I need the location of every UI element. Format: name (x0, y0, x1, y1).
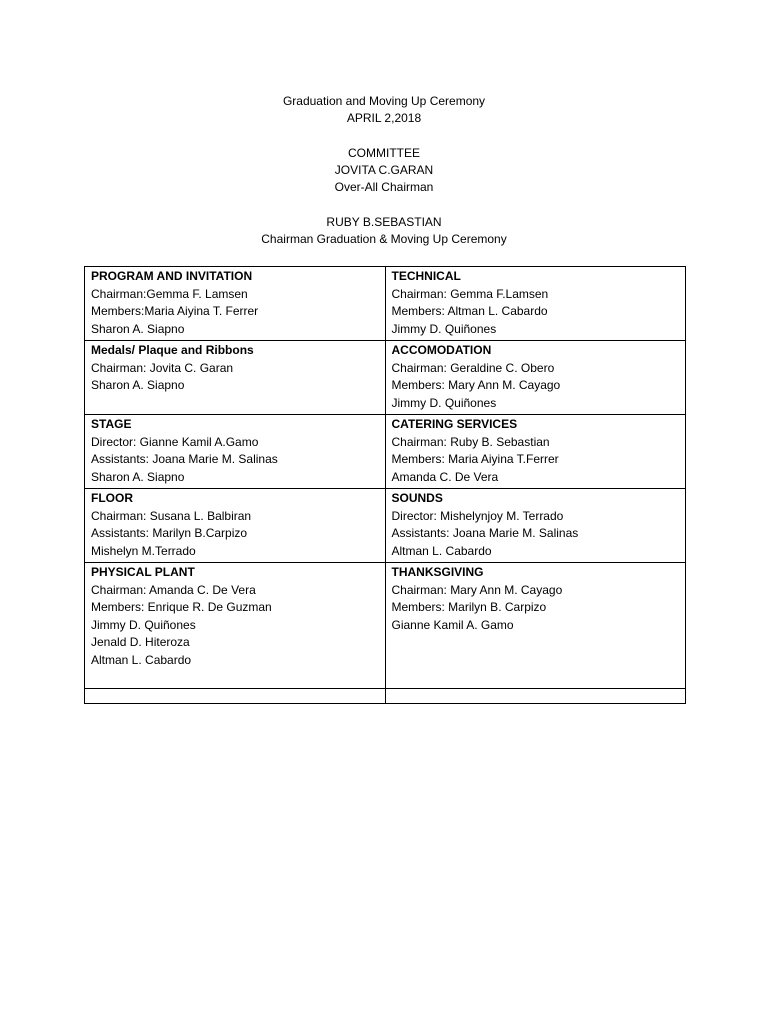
committee-member-line: Amanda C. De Vera (391, 469, 499, 484)
empty-row (85, 689, 686, 704)
committee-title: STAGE (91, 417, 132, 431)
committee-member-line: Jimmy D. Quiñones (91, 617, 196, 632)
committee-member-line: Assistants: Joana Marie M. Salinas (91, 452, 278, 466)
committee-cell-program-and-invitation (85, 267, 386, 341)
committee-row (85, 489, 686, 563)
committee-cell-technical (385, 267, 686, 341)
committee-row (85, 415, 686, 489)
committee-title: PROGRAM AND INVITATION (91, 269, 253, 283)
graduation-chair-header (0, 214, 768, 248)
committee-member-line: Altman L. Cabardo (91, 652, 192, 667)
committee-member-line: Gianne Kamil A. Gamo (391, 617, 514, 632)
committee-title: ACCOMODATION (391, 343, 492, 357)
committee-title: SOUNDS (391, 491, 443, 505)
empty-cell (85, 689, 386, 704)
committee-title: PHYSICAL PLANT (91, 565, 195, 579)
committee-member-line: Mishelyn M.Terrado (91, 543, 196, 558)
committee-member-line: Assistants: Joana Marie M. Salinas (391, 526, 579, 540)
committee-member-line: Chairman: Gemma F.Lamsen (391, 286, 549, 301)
event-title: Graduation and Moving Up Ceremony (282, 94, 486, 108)
committee-cell-accomodation (385, 341, 686, 415)
committee-title: Medals/ Plaque and Ribbons (91, 343, 254, 357)
graduation-chair-role: Chairman Graduation & Moving Up Ceremony (261, 232, 507, 246)
committee-title: TECHNICAL (391, 269, 461, 283)
committee-cell-catering-services (385, 415, 686, 489)
committee-member-line: Members: Enrique R. De Guzman (91, 600, 272, 614)
committee-title: THANKSGIVING (391, 565, 484, 579)
committee-member-line: Members: Maria Aiyina T.Ferrer (391, 452, 559, 466)
event-header (0, 93, 768, 127)
committee-member-line: Members: Altman L. Cabardo (391, 304, 548, 318)
overall-chair-name: JOVITA C.GARAN (334, 163, 434, 177)
committee-row (85, 341, 686, 415)
committee-member-line: Director: Gianne Kamil A.Gamo (91, 434, 259, 449)
committee-member-line: Altman L. Cabardo (391, 543, 492, 558)
committee-member-line: Chairman: Jovita C. Garan (91, 360, 234, 375)
committee-member-line: Jimmy D. Quiñones (391, 321, 497, 336)
committee-member-line: Chairman: Susana L. Balbiran (91, 508, 252, 523)
committee-table (84, 266, 686, 704)
committee-cell-stage (85, 415, 386, 489)
committee-cell-thanksgiving (385, 563, 686, 689)
committee-member-line: Chairman: Ruby B. Sebastian (391, 434, 550, 449)
committee-row (85, 267, 686, 341)
committee-label: COMMITTEE (348, 146, 420, 160)
committee-member-line: Sharon A. Siapno (91, 469, 185, 484)
committee-member-line: Chairman: Mary Ann M. Cayago (391, 582, 563, 597)
committee-header (0, 145, 768, 196)
committee-cell-sounds (385, 489, 686, 563)
empty-cell (385, 689, 686, 704)
committee-title: FLOOR (91, 491, 133, 505)
committee-cell-floor (85, 489, 386, 563)
committee-row (85, 563, 686, 689)
committee-member-line: Assistants: Marilyn B.Carpizo (91, 526, 248, 540)
event-date: APRIL 2,2018 (346, 111, 422, 125)
committee-member-line: Director: Mishelynjoy M. Terrado (391, 508, 564, 523)
committee-table-body (85, 267, 686, 704)
committee-member-line: Members:Maria Aiyina T. Ferrer (91, 304, 259, 318)
committee-member-line: Jimmy D. Quiñones (391, 395, 497, 410)
committee-member-line: Jenald D. Hiteroza (91, 635, 190, 649)
overall-chair-role: Over-All Chairman (334, 180, 434, 194)
committee-member-line: Chairman: Geraldine C. Obero (391, 360, 555, 375)
committee-member-line: Members: Marilyn B. Carpizo (391, 600, 547, 614)
graduation-chair-name: RUBY B.SEBASTIAN (326, 215, 442, 229)
committee-member-line: Chairman:Gemma F. Lamsen (91, 286, 248, 301)
committee-member-line: Sharon A. Siapno (91, 378, 185, 392)
committee-cell-medals-plaque-and-ribbons (85, 341, 386, 415)
committee-member-line: Members: Mary Ann M. Cayago (391, 378, 561, 392)
committee-cell-physical-plant (85, 563, 386, 689)
committee-title: CATERING SERVICES (391, 417, 518, 431)
committee-member-line: Chairman: Amanda C. De Vera (91, 582, 256, 597)
committee-member-line: Sharon A. Siapno (91, 321, 185, 336)
